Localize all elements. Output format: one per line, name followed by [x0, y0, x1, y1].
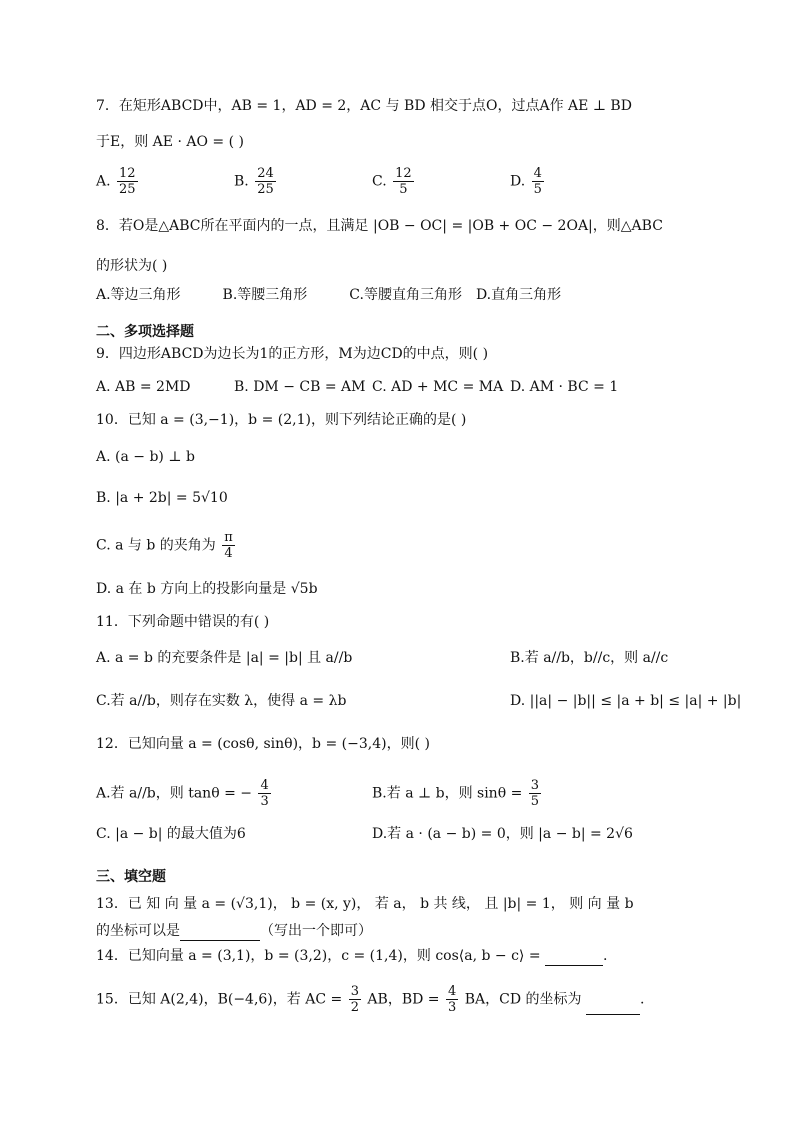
q15-stem: [96, 984, 644, 1015]
q11-stem: 11．下列命题中错误的有( ): [96, 614, 270, 630]
q13-stem-line1: 13．已 知 向 量 a = (√3,1)， b = (x, y)， 若 a， b 共 线， 且 |b| = 1， 则 向 量 b: [96, 896, 634, 912]
q9-option-a: A. AB = 2MD: [96, 379, 191, 395]
q14-stem: [96, 946, 607, 966]
answer-blank[interactable]: [545, 949, 603, 966]
denominator: 5: [530, 794, 540, 809]
q9-option-b: B. DM − CB = AM: [234, 379, 366, 395]
fraction: [117, 166, 138, 197]
q7-option-b: [234, 166, 278, 197]
stem-text: BA，CD 的坐标为: [464, 991, 582, 1008]
q7-option-d: [510, 166, 546, 197]
numerator: 4: [447, 984, 457, 999]
q10-option-b: B. |a + 2b| = 5√10: [96, 490, 228, 506]
q8-stem-line1: 8．若O是△ABC所在平面内的一点，且满足 |OB − OC| = |OB + OC − 2OA|，则△ABC: [96, 218, 663, 234]
option-label: C.: [372, 173, 387, 190]
stem-text: （写出一个即可）: [260, 923, 372, 939]
q8-stem-line2: 的形状为( ): [96, 258, 168, 274]
q10-option-d: D. a 在 b 方向上的投影向量是 √5b: [96, 581, 318, 597]
q12-option-c: C. |a − b| 的最大值为6: [96, 826, 246, 842]
denominator: 4: [224, 546, 233, 561]
numerator: 12: [119, 166, 136, 181]
fraction: [532, 166, 544, 197]
q7-option-c: [372, 166, 416, 197]
option-text: C. a 与 b 的夹角为: [96, 537, 216, 554]
numerator: 4: [260, 778, 269, 793]
numerator: 3: [350, 984, 359, 999]
fraction: [222, 530, 235, 561]
denominator: 5: [533, 182, 542, 197]
option-label: B.: [234, 173, 249, 190]
q7-stem-line1: 7．在矩形ABCD中，AB = 1，AD = 2，AC 与 BD 相交于点O，过点A作 AE ⊥ BD: [96, 98, 632, 114]
denominator: 3: [447, 1000, 457, 1015]
stem-text: .: [603, 948, 608, 964]
numerator: 4: [533, 166, 542, 181]
answer-blank[interactable]: [180, 924, 260, 941]
q11-option-b: B.若 a//b，b//c，则 a//c: [510, 650, 669, 666]
q12-option-d: D.若 a · (a − b) = 0，则 |a − b| = 2√6: [372, 826, 633, 842]
q13-stem-line2: [96, 921, 372, 941]
option-label: D.: [510, 173, 526, 190]
q9-option-c: C. AD + MC = MA: [372, 379, 504, 395]
q8-options: A.等边三角形 B.等腰三角形 C.等腰直角三角形 D.直角三角形: [96, 287, 562, 303]
q9-stem: 9．四边形ABCD为边长为1的正方形，M为边CD的中点，则( ): [96, 346, 489, 362]
numerator: 3: [530, 778, 540, 793]
option-text: B.若 a ⊥ b，则 sinθ =: [372, 785, 523, 802]
q7-option-a: [96, 166, 140, 197]
fraction: [255, 166, 276, 197]
denominator: 5: [399, 182, 408, 197]
q12-stem: 12．已知向量 a = (cosθ, sinθ)，b = (−3,4)，则( ): [96, 736, 430, 752]
fraction: [446, 984, 458, 1015]
numerator: 24: [257, 166, 274, 181]
q11-option-d: D. ||a| − |b|| ≤ |a + b| ≤ |a| + |b|: [510, 693, 742, 709]
denominator: 25: [119, 182, 136, 197]
q10-option-a: A. (a − b) ⊥ b: [96, 449, 195, 465]
q10-stem: 10．已知 a = (3,−1)，b = (2,1)，则下列结论正确的是( ): [96, 412, 467, 428]
fraction: [529, 778, 541, 809]
denominator: 25: [257, 182, 274, 197]
option-label: A.: [96, 173, 111, 190]
answer-blank[interactable]: [586, 998, 640, 1015]
section-heading-fill-blank: 三、填空题: [96, 869, 166, 885]
numerator: 12: [395, 166, 412, 181]
fraction: [393, 166, 414, 197]
fraction: [349, 984, 361, 1015]
numerator: π: [224, 530, 233, 545]
q7-stem-line2: 于E，则 AE · AO = ( ): [96, 134, 244, 150]
fraction: [258, 778, 270, 809]
stem-text: 15．已知 A(2,4)，B(−4,6)，若 AC =: [96, 991, 343, 1008]
denominator: 3: [260, 794, 269, 809]
option-text: A.若 a//b，则 tanθ = −: [96, 785, 252, 802]
q9-option-d: D. AM · BC = 1: [510, 379, 619, 395]
stem-text: 的坐标可以是: [96, 923, 180, 939]
stem-text: .: [639, 991, 645, 1008]
q10-option-c: [96, 530, 237, 561]
q11-option-a: A. a = b 的充要条件是 |a| = |b| 且 a//b: [96, 650, 353, 666]
q12-option-a: [96, 778, 273, 809]
stem-text: AB，BD =: [367, 991, 440, 1008]
stem-text: 14．已知向量 a = (3,1)，b = (3,2)，c = (1,4)，则 cos⟨a, b − c⟩ =: [96, 948, 541, 964]
denominator: 2: [350, 1000, 359, 1015]
q12-option-b: [372, 778, 543, 809]
q11-option-c: C.若 a//b，则存在实数 λ，使得 a = λb: [96, 693, 347, 709]
section-heading-multi-choice: 二、多项选择题: [96, 324, 194, 340]
